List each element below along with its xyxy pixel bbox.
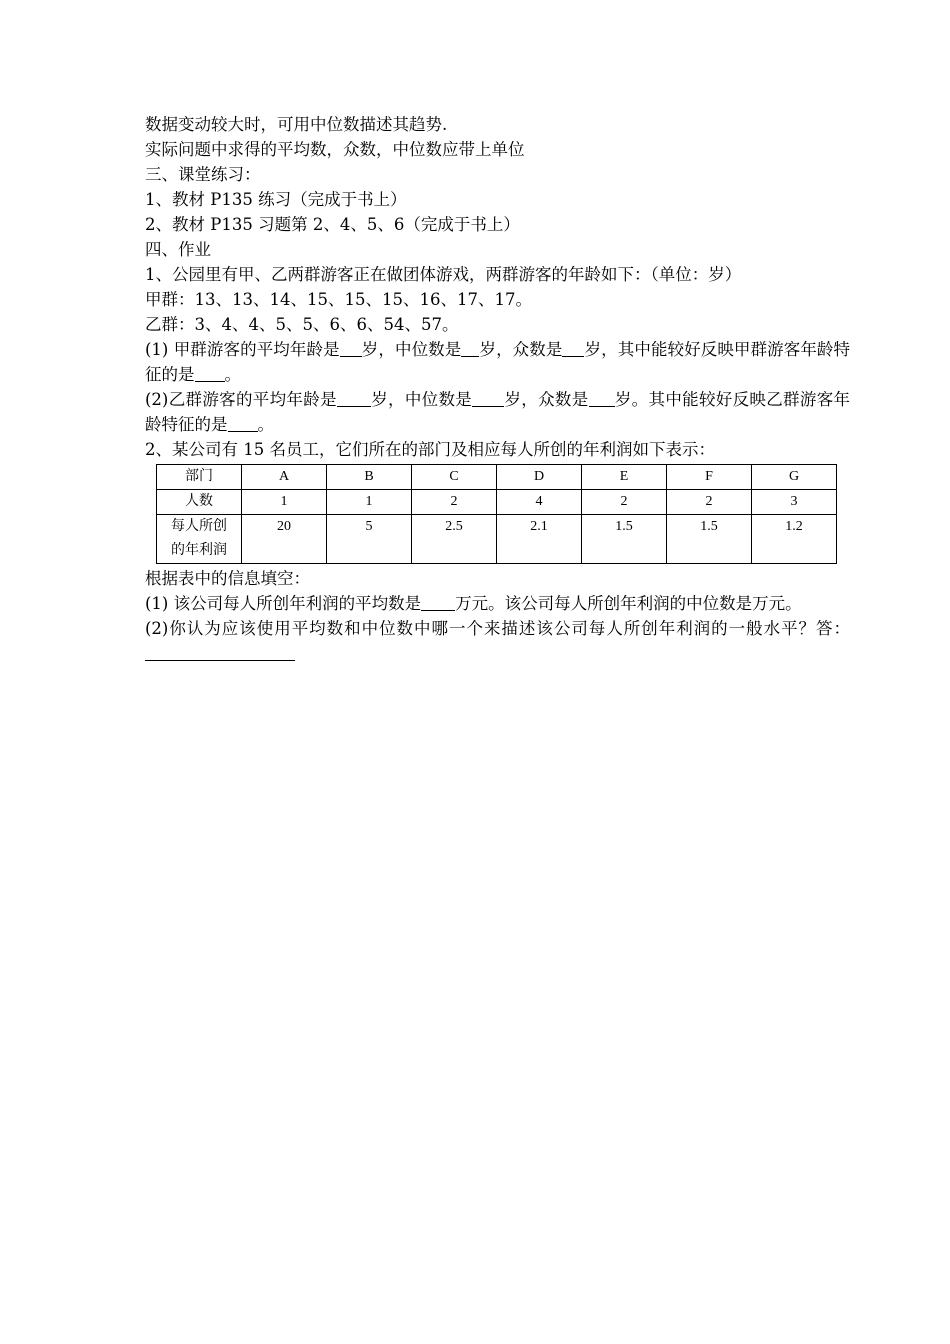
answer-blank[interactable] [461, 338, 479, 357]
table-cell: 1 [327, 490, 412, 515]
table-cell: 1.5 [582, 515, 667, 564]
table-cell: C [412, 465, 497, 490]
table-row [157, 515, 837, 564]
section-heading-homework: 四、作业 [145, 240, 211, 259]
table-cell: D [497, 465, 582, 490]
text-line: 实际问题中求得的平均数，众数，中位数应带上单位 [145, 140, 525, 159]
row-header-count: 人数 [157, 490, 242, 515]
table-cell: 1 [242, 490, 327, 515]
problem-1-statement: 1、公园里有甲、乙两群游客正在做团体游戏，两群游客的年龄如下：（单位：岁） [145, 265, 742, 284]
table-cell: E [582, 465, 667, 490]
group-a-ages: 甲群：13、13、14、15、15、15、16、17、17。 [145, 290, 532, 309]
text-line: 数据变动较大时，可用中位数描述其趋势. [145, 115, 448, 134]
answer-line[interactable] [145, 642, 295, 661]
section-heading-practice: 三、课堂练习： [145, 165, 261, 184]
table-cell: 1.5 [667, 515, 752, 564]
table-cell: A [242, 465, 327, 490]
table-cell: 2 [412, 490, 497, 515]
answer-blank[interactable] [195, 363, 225, 382]
table-cell: B [327, 465, 412, 490]
answer-blank[interactable] [472, 388, 504, 407]
table-cell: 2 [667, 490, 752, 515]
problem-2-statement: 2、某公司有 15 名员工，它们所在的部门及相应每人所创的年利润如下表示： [145, 440, 715, 459]
question-1-1: (1) 甲群游客的平均年龄是 岁，中位数是 岁，众数是 岁，其中能较好反映甲群游客年龄特征的是 。 [145, 340, 851, 384]
table-cell: 2.1 [497, 515, 582, 564]
table-cell: F [667, 465, 752, 490]
table-cell: 20 [242, 515, 327, 564]
text-line: 2、教材 P135 习题第 2、4、5、6（完成于书上） [145, 215, 520, 234]
answer-blank[interactable] [340, 338, 362, 357]
table-cell: 1.2 [752, 515, 837, 564]
row-header-department: 部门 [157, 465, 242, 490]
answer-blank[interactable] [589, 388, 615, 407]
question-1-2: (2)乙群游客的平均年龄是 岁，中位数是 岁，众数是 岁。其中能较好反映乙群游客年龄特征的是 。 [145, 390, 851, 434]
table-row [157, 465, 837, 490]
table-cell: G [752, 465, 837, 490]
document-body [145, 112, 850, 666]
table-cell: 5 [327, 515, 412, 564]
table-cell: 2 [582, 490, 667, 515]
answer-blank[interactable] [228, 413, 258, 432]
question-2-1: (1) 该公司每人所创年利润的平均数是 万元。该公司每人所创年利润的中位数是万元。 [145, 594, 802, 613]
table-cell: 4 [497, 490, 582, 515]
row-header-profit: 每人所创 的年利润 [157, 515, 242, 564]
profit-table [156, 464, 837, 564]
table-cell: 3 [752, 490, 837, 515]
text-line: 1、教材 P135 练习（完成于书上） [145, 190, 407, 209]
group-b-ages: 乙群：3、4、4、5、5、6、6、54、57。 [145, 315, 459, 334]
table-cell: 2.5 [412, 515, 497, 564]
answer-blank[interactable] [337, 388, 371, 407]
answer-blank[interactable] [421, 592, 455, 611]
fill-instructions: 根据表中的信息填空： [145, 569, 310, 588]
answer-blank[interactable] [562, 338, 584, 357]
table-row [157, 490, 837, 515]
question-2-2: (2)你认为应该使用平均数和中位数中哪一个来描述该公司每人所创年利润的一般水平？答： [145, 616, 850, 666]
